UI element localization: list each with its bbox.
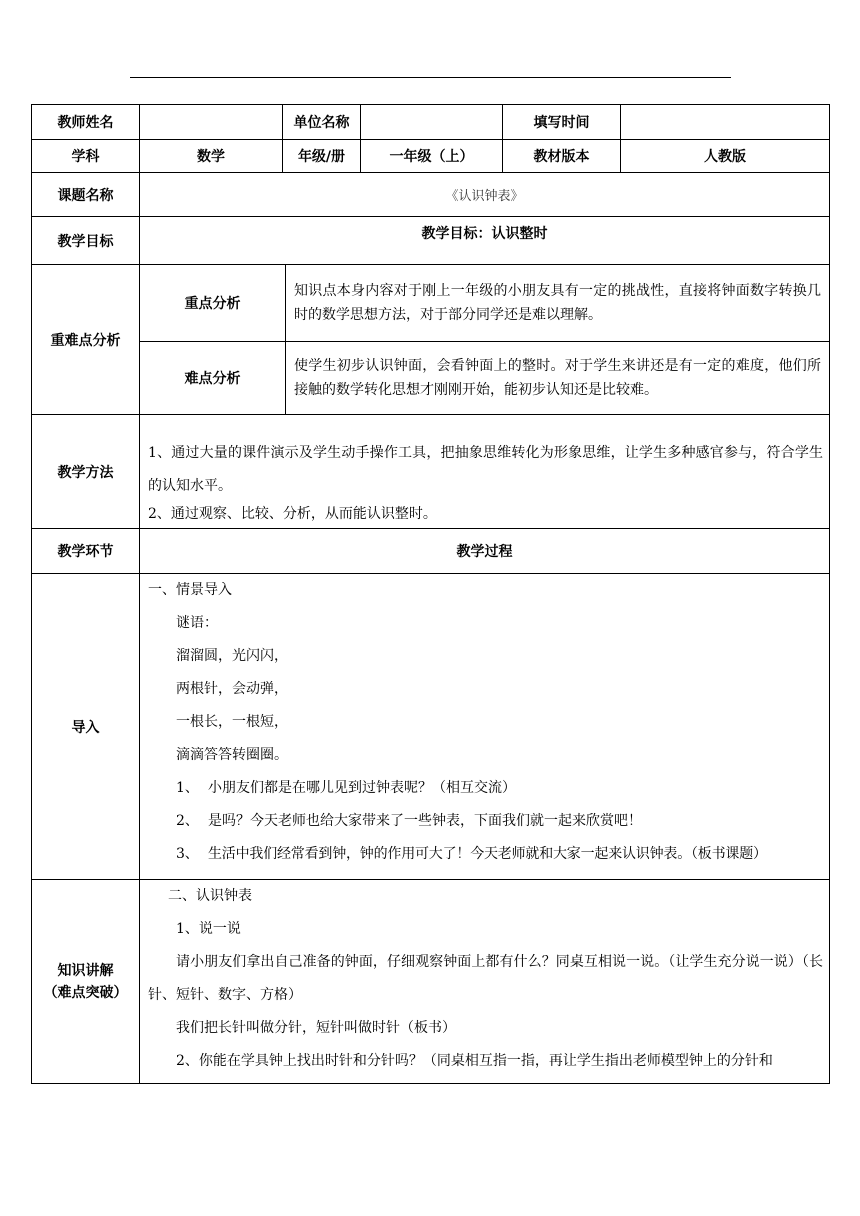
intro-step [148, 805, 823, 838]
teacher-name-value [140, 105, 283, 139]
riddle-line: 一根长，一根短， [176, 714, 288, 730]
teacher-name-label: 教师姓名 [32, 105, 140, 139]
key-point-row [140, 265, 829, 341]
riddle-line: 滴滴答答转圈圈。 [176, 747, 288, 763]
knowledge-label-line-2: （难点突破） [43, 984, 128, 1001]
intro-row [32, 574, 830, 880]
knowledge-title: 二、认识钟表 [168, 888, 252, 904]
header-rule [130, 77, 731, 78]
knowledge-content [140, 880, 830, 1083]
step-number: 2、 [176, 813, 199, 829]
goal-row [32, 217, 830, 265]
intro-step [148, 772, 823, 805]
info-row [32, 105, 830, 140]
subject-value: 数学 [140, 140, 283, 172]
step-text: 生活中我们经常看到钟，钟的作用可大了！今天老师就和大家一起来认识钟表。（板书课题） [208, 846, 767, 862]
topic-row [32, 173, 830, 217]
subject-row [32, 140, 830, 173]
key-point-text: 知识点本身内容对于刚上一年级的小朋友具有一定的挑战性，直接将钟面数字转换几时的数学思想方法，对于部分同学还是难以理解。 [294, 283, 821, 323]
step-number: 3、 [176, 846, 199, 862]
knowledge-paragraph: 我们把长针叫做分针，短针叫做时针（板书） [176, 1020, 456, 1036]
method-line-2: 2、通过观察、比较、分析，从而能认识整时。 [148, 506, 437, 522]
process-header-row [32, 529, 830, 574]
fill-date-label: 填写时间 [503, 105, 621, 139]
step-text: 是吗？今天老师也给大家带来了一些钟表，下面我们就一起来欣赏吧！ [208, 813, 642, 829]
grade-label: 年级/册 [283, 140, 361, 172]
intro-title: 一、情景导入 [148, 582, 232, 598]
knowledge-label-line-1: 知识讲解 [57, 962, 114, 979]
method-line-1: 1、通过大量的课件演示及学生动手操作工具，把抽象思维转化为形象思维，让学生多种感官参与，符合学生的认知水平。 [148, 445, 823, 494]
intro-label: 导入 [32, 574, 140, 879]
method-content [140, 415, 830, 528]
difficult-point-row [140, 341, 829, 414]
knowledge-row [32, 880, 830, 1084]
stage-column-header: 教学环节 [32, 529, 140, 573]
knowledge-paragraph: 2、你能在学具钟上找出时针和分针吗？（同桌相互指一指，再让学生指出老师模型钟上的分针和 [176, 1053, 773, 1069]
subject-label: 学科 [32, 140, 140, 172]
unit-name-value [361, 105, 503, 139]
lesson-plan-table [31, 104, 830, 1084]
method-label: 教学方法 [32, 415, 140, 528]
analysis-label: 重难点分析 [32, 265, 140, 414]
difficult-point-text: 使学生初步认识钟面，会看钟面上的整时。对于学生来讲还是有一定的难度，他们所接触的数学转化思想才刚刚开始，能初步认知还是比较难。 [294, 358, 821, 398]
riddle-line: 两根针，会动弹， [176, 681, 288, 697]
topic-value: 《认识钟表》 [140, 173, 830, 216]
intro-content [140, 574, 830, 879]
riddle-line: 溜溜圆，光闪闪， [176, 648, 288, 664]
step-text: 小朋友们都是在哪儿见到过钟表呢？（相互交流） [208, 780, 516, 796]
grade-value: 一年级（上） [361, 140, 503, 172]
intro-step [148, 838, 823, 871]
analysis-row [32, 265, 830, 415]
process-column-header: 教学过程 [140, 529, 830, 573]
analysis-detail [140, 265, 830, 414]
step-number: 1、 [176, 780, 199, 796]
riddle-label: 谜语： [176, 615, 218, 631]
knowledge-subtitle: 1、说一说 [176, 921, 241, 937]
knowledge-paragraph: 请小朋友们拿出自己准备的钟面，仔细观察钟面上都有什么？同桌互相说一说。（让学生充分说一说）（长针、短针、数字、方格） [148, 954, 823, 1003]
unit-name-label: 单位名称 [283, 105, 361, 139]
key-point-label: 重点分析 [140, 265, 286, 341]
goal-label: 教学目标 [32, 217, 140, 264]
goal-value: 教学目标：认识整时 [140, 217, 830, 264]
fill-date-value [621, 105, 830, 139]
method-row [32, 415, 830, 529]
edition-label: 教材版本 [503, 140, 621, 172]
difficult-point-label: 难点分析 [140, 342, 286, 414]
edition-value: 人教版 [621, 140, 830, 172]
topic-label: 课题名称 [32, 173, 140, 216]
knowledge-label [32, 880, 140, 1083]
